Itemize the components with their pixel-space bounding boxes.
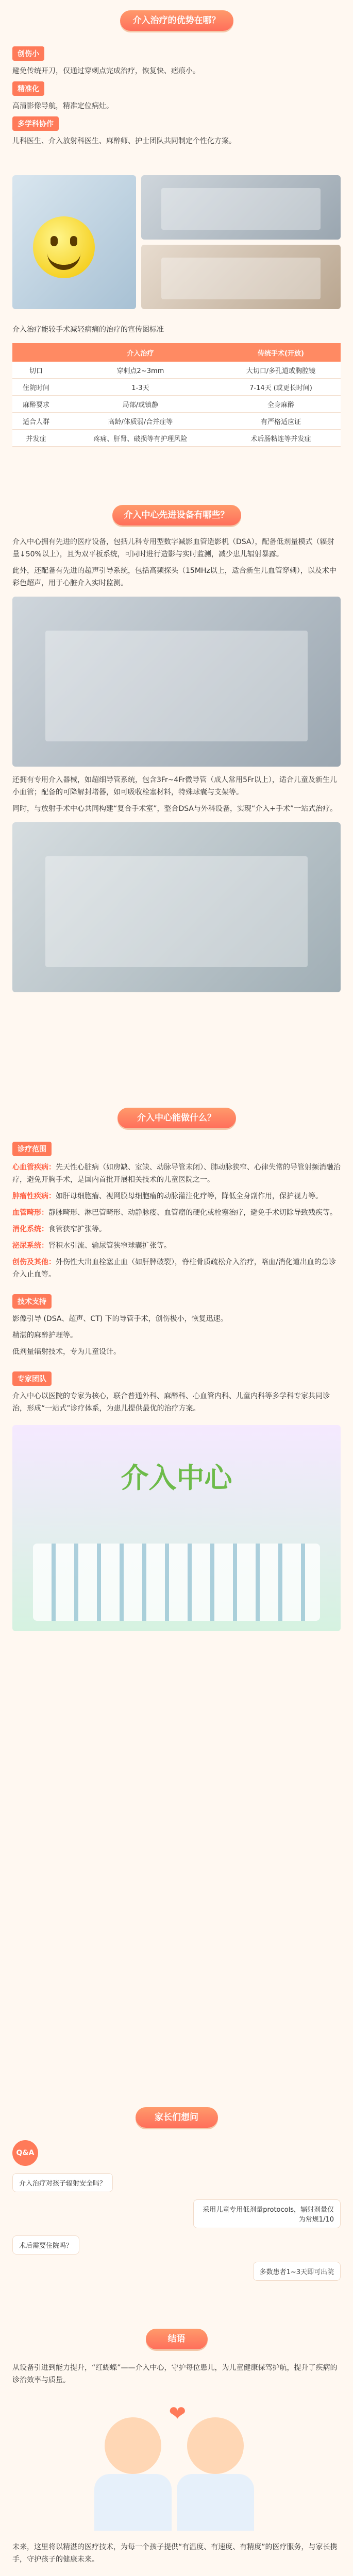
advantage-text: 高清影像导航，精准定位病灶。 <box>12 102 113 110</box>
section-title-pill: 介入中心能做什么？ <box>117 1108 236 1128</box>
table-cell: 疼痛、肝肾、破损等有护理风险 <box>60 430 221 447</box>
closing-section <box>0 2329 353 2576</box>
qa-avatar: Q&A <box>12 2140 38 2166</box>
hybrid-or-photo <box>12 822 341 992</box>
advantage-tag: 精准化 <box>12 81 44 96</box>
item-label: 血管畸形： <box>12 1209 48 1217</box>
equipment-section <box>0 505 353 1092</box>
group-tag: 技术支持 <box>12 1294 52 1309</box>
item-text: 外伤性大出血栓塞止血（如肝脾破裂），脊柱骨质疏松介入治疗，咯血/消化道出血的急诊介入止血等。 <box>12 1258 336 1279</box>
section-header-1 <box>0 0 353 36</box>
section-title-pill: 家长们想问 <box>136 2107 218 2128</box>
item-text: 如肝母细胞瘤、视网膜母细胞瘤的动脉灌注化疗等，降低全身副作用，保护视力等。 <box>56 1192 323 1200</box>
table-cell: 术后肠粘连等并发症 <box>221 430 341 447</box>
section-title-pill: 介入中心先进设备有哪些？ <box>112 505 241 526</box>
closing-paragraph: 从设备引进到能力提升，“红蝴蝶”——介入中心，守护每位患儿，为儿童健康保驾护航，提升了疾病的诊治效率与质量。 <box>12 2364 338 2384</box>
table-cell: 适合人群 <box>12 413 60 430</box>
item-label: 肿瘤性疾病： <box>12 1192 56 1200</box>
advantages-section <box>0 36 353 314</box>
item-label: 泌尿系统： <box>12 1242 48 1250</box>
equipment-paragraph: 还拥有专用介入器械，如超细导管系统，包含3Fr~4Fr微导管（成人常用5Fr以上），适合儿童及新生儿小血管；配备的可降解封堵器，如可吸收栓塞材料，特殊球囊与支架等。 <box>12 776 337 796</box>
item-label: 创伤及其他： <box>12 1258 56 1266</box>
equipment-room-photo <box>141 175 341 240</box>
table-cell: 局部/或镇静 <box>60 396 221 413</box>
group-tag: 专家团队 <box>12 1371 52 1386</box>
group-tag: 诊疗范围 <box>12 1142 52 1156</box>
table-cell: 高龄/体质弱/合并症等 <box>60 413 221 430</box>
comparison-caption: 介入治疗能较手术减轻病痛的治疗的宣传图标准 <box>12 326 164 334</box>
section-title-pill: 结语 <box>146 2329 208 2349</box>
support-line: 影像引导 (DSA、超声、CT) 下的导管手术，创伤极小，恢复迅速。 <box>12 1315 228 1323</box>
item-label: 消化系统： <box>12 1225 48 1233</box>
comparison-table <box>12 343 341 447</box>
answer-bubble: 采用儿童专用低剂量protocols，辐射剂量仅为常规1/10 <box>193 2199 341 2228</box>
question-bubble: 术后需要住院吗？ <box>12 2235 79 2255</box>
answer-bubble: 多数患者1~3天即可出院 <box>253 2262 341 2281</box>
table-header <box>12 343 60 362</box>
comparison-section <box>0 319 353 489</box>
table-row <box>12 362 341 379</box>
support-line: 低剂量辐射技术，专为儿童设计。 <box>12 1348 121 1356</box>
table-cell: 切口 <box>12 362 60 379</box>
advantage-tag: 创伤小 <box>12 46 44 61</box>
advantage-tag: 多学科协作 <box>12 116 59 131</box>
table-row <box>12 396 341 413</box>
section-title-pill: 介入治疗的优势在哪？ <box>120 10 233 31</box>
table-row <box>12 413 341 430</box>
qa-section <box>0 2107 353 2313</box>
table-cell: 全身麻醉 <box>221 396 341 413</box>
corridor-photo <box>141 245 341 309</box>
services-section <box>0 1108 353 2076</box>
advantage-text: 避免传统开刀，仅通过穿刺点完成治疗，恢复快、疤痕小。 <box>12 67 200 75</box>
advantage-text: 儿科医生、介入放射科医生、麻醉师、护士团队共同制定个性化方案。 <box>12 137 236 145</box>
equipment-paragraph: 介入中心拥有先进的医疗设备，包括儿科专用型数字减影血管造影机（DSA），配备低剂量模式（辐射量↓50%以上），且为双平板系统，可同时进行造影与实时监测，减少患儿辐射暴露。 <box>12 538 334 558</box>
team-banner: 介入中心 <box>121 1462 232 1494</box>
item-text: 静脉畸形、淋巴管畸形、动静脉瘘、血管瘤的硬化或栓塞治疗，避免手术切除导致残疾等。 <box>48 1209 337 1217</box>
table-cell: 住院时间 <box>12 379 60 396</box>
table-cell: 麻醉要求 <box>12 396 60 413</box>
table-cell: 并发症 <box>12 430 60 447</box>
item-label: 心血管疾病： <box>12 1163 56 1172</box>
heart-icon: ❤ <box>169 2402 187 2426</box>
team-text: 介入中心以医院的专家为核心，联合普通外科、麻醉科、心血管内科、儿童内科等多学科专家共同诊治，形成“一站式”诊疗体系，为患儿提供最优的治疗方案。 <box>12 1392 330 1413</box>
team-photo <box>12 1425 341 1631</box>
table-cell: 大切口/多孔道或胸腔镜 <box>221 362 341 379</box>
dsa-room-photo <box>12 597 341 767</box>
question-bubble: 介入治疗对孩子辐射安全吗？ <box>12 2173 113 2192</box>
support-line: 精湛的麻醉护理等。 <box>12 1331 77 1340</box>
item-text: 肾积水引流、输尿管狭窄球囊扩张等。 <box>48 1242 171 1250</box>
smiley-balloon-photo <box>12 175 136 309</box>
item-text: 先天性心脏病（如房缺、室缺、动脉导管未闭）、肺动脉狭窄、心律失常的导管射频消融治疗，避免开胸手术，是国内首批开展相关技术的儿童医院之一。 <box>12 1163 341 1184</box>
table-row <box>12 379 341 396</box>
equipment-paragraph: 同时，与放射手术中心共同构建“复合手术室”，整合DSA与外科设备，实现“介入+手术”一站式治疗。 <box>12 805 338 813</box>
doctor-illustration <box>84 2397 270 2531</box>
smiley-icon <box>33 216 95 278</box>
table-cell: 有严格适应证 <box>221 413 341 430</box>
table-cell: 7-14天 (或更长时间) <box>221 379 341 396</box>
table-cell: 1-3天 <box>60 379 221 396</box>
equipment-paragraph: 此外，还配备有先进的超声引导系统，包括高频探头（15MHz以上，适合新生儿血管穿刺），以及术中彩色超声，用于心脏介入实时监测。 <box>12 567 337 587</box>
table-row <box>12 430 341 447</box>
table-header: 介入治疗 <box>60 343 221 362</box>
table-cell: 穿刺点2~3mm <box>60 362 221 379</box>
item-text: 食管狭窄扩张等。 <box>48 1225 106 1233</box>
table-header: 传统手术(开放) <box>221 343 341 362</box>
closing-paragraph: 未来，这里将以精湛的医疗技术，为每一个孩子提供“有温度、有速度、有精度”的医疗服务，与家长携手，守护孩子的健康未来。 <box>12 2543 338 2564</box>
